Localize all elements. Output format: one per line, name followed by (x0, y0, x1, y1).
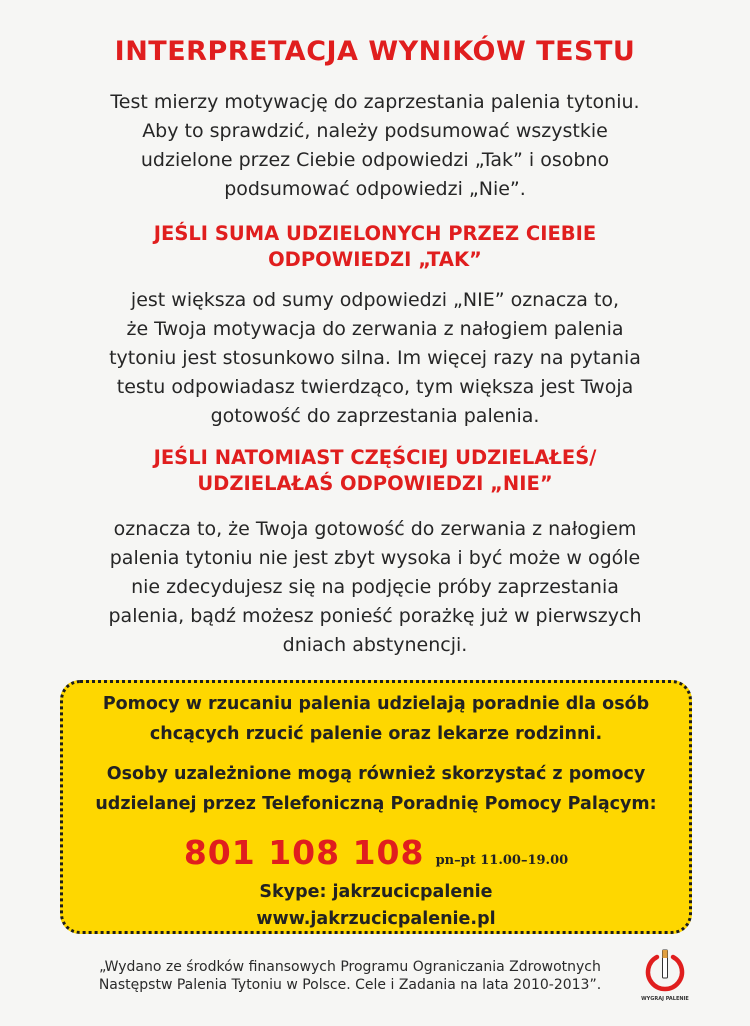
text-line: jest większa od sumy odpowiedzi „NIE” oznacza to, (130, 289, 620, 311)
text-line: nie zdecydujesz się na podjęcie próby zaprzestania (131, 576, 619, 598)
help-line: udzielanej przez Telefoniczną Poradnię Pomocy Palącym: (95, 794, 657, 814)
intro-paragraph (40, 88, 710, 204)
intro-line: Test mierzy motywację do zaprzestania palenia tytoniu. (110, 91, 640, 113)
intro-line: Aby to sprawdzić, należy podsumować wszystkie (142, 120, 608, 142)
text-line: oznacza to, że Twoja gotowość do zerwania z nałogiem (113, 518, 637, 540)
help-line: Osoby uzależnione mogą również skorzystać z pomocy (106, 764, 646, 784)
intro-line: podsumować odpowiedzi „Nie”. (224, 178, 526, 200)
text-line: palenia, bądź możesz ponieść porażkę już w pierwszych (108, 605, 642, 627)
text-line: że Twoja motywacja do zerwania z nałogiem palenia (126, 318, 624, 340)
footer-line: Następstw Palenia Tytoniu w Polsce. Cele i Zadania na lata 2010-2013”. (98, 977, 602, 993)
logo-text: WYGRAJ PALENIE (641, 996, 689, 1002)
contact-details (73, 879, 679, 933)
campaign-logo-icon (640, 948, 690, 1004)
text-line: gotowość do zaprzestania palenia. (210, 405, 540, 427)
website-link[interactable]: www.jakrzucicpalenie.pl (256, 909, 496, 929)
text-line: tytoniu jest stosunkowo silna. Im więcej razy na pytania (109, 347, 641, 369)
heading-line: JEŚLI NATOMIAST CZĘŚCIEJ UDZIELAŁEŚ/ (153, 446, 597, 469)
no-section-heading (40, 445, 710, 497)
funding-footer (50, 958, 650, 994)
heading-line: JEŚLI SUMA UDZIELONYCH PRZEZ CIEBIE (153, 222, 597, 245)
phone-row (63, 833, 689, 872)
no-section-text (40, 515, 710, 660)
yes-section-text (40, 286, 710, 431)
heading-line: UDZIELAŁAŚ ODPOWIEDZI „NIE” (197, 472, 553, 495)
hotline-phone-number[interactable]: 801 108 108 (183, 833, 425, 872)
page-title: INTERPRETACJA WYNIKÓW TESTU (114, 36, 636, 67)
help-line: Pomocy w rzucaniu palenia udzielają poradnie dla osób (102, 694, 650, 714)
footer-line: „Wydano ze środków finansowych Programu Ograniczania Zdrowotnych (99, 959, 601, 975)
text-line: testu odpowiadasz twierdząco, tym większa jest Twoja (116, 376, 634, 398)
help-paragraph-clinics (73, 689, 679, 749)
help-paragraph-hotline (73, 759, 679, 819)
intro-line: udzielone przez Ciebie odpowiedzi „Tak” i osobno (140, 149, 610, 171)
help-line: chcących rzucić palenie oraz lekarze rodzinni. (149, 724, 603, 744)
text-line: dniach abstynencji. (282, 634, 468, 656)
heading-line: ODPOWIEDZI „TAK” (268, 248, 482, 271)
help-info-box (60, 680, 692, 934)
skype-contact[interactable]: Skype: jakrzucicpalenie (259, 882, 493, 902)
yes-section-heading (40, 221, 710, 273)
text-line: palenia tytoniu nie jest zbyt wysoka i być może w ogóle (109, 547, 641, 569)
hotline-hours: pn–pt 11.00–19.00 (435, 853, 569, 868)
